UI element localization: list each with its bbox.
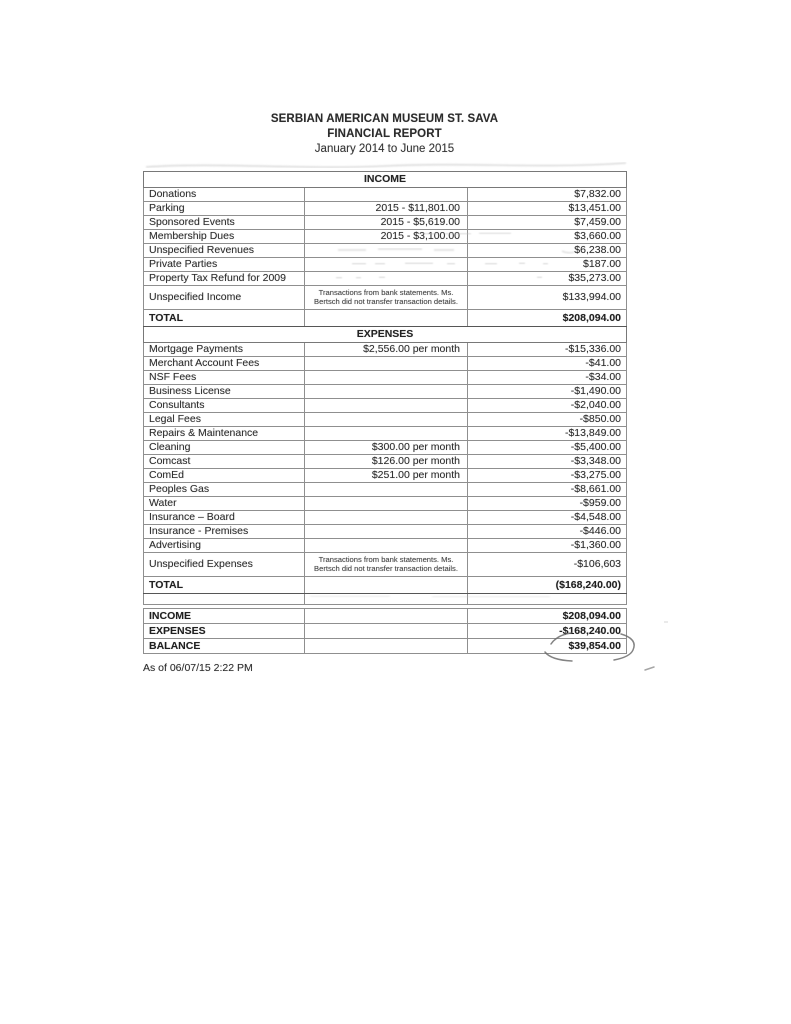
summary-amount: $208,094.00	[468, 609, 627, 624]
row-amount: $13,451.00	[468, 202, 627, 216]
row-label: Repairs & Maintenance	[144, 427, 305, 441]
spacer-cell	[144, 594, 305, 605]
row-amount: $7,832.00	[468, 188, 627, 202]
table-row	[144, 483, 627, 497]
table-row	[144, 441, 627, 455]
row-detail: 2015 - $11,801.00	[305, 202, 468, 216]
row-detail	[305, 539, 468, 553]
row-amount: -$3,275.00	[468, 469, 627, 483]
row-detail	[305, 399, 468, 413]
row-amount: $3,660.00	[468, 230, 627, 244]
row-detail: $126.00 per month	[305, 455, 468, 469]
table-row	[144, 427, 627, 441]
row-detail: 2015 - $5,619.00	[305, 216, 468, 230]
row-amount: -$959.00	[468, 497, 627, 511]
table-row	[144, 244, 627, 258]
section-header-row	[144, 327, 627, 343]
row-label: Private Parties	[144, 258, 305, 272]
row-label: Unspecified Expenses	[144, 553, 305, 577]
section-header: INCOME	[144, 172, 627, 188]
row-detail	[305, 483, 468, 497]
row-label: Peoples Gas	[144, 483, 305, 497]
row-note: Transactions from bank statements. Ms. Bertsch did not transfer transaction details.	[305, 286, 468, 310]
table-row	[144, 455, 627, 469]
spacer-cell	[305, 594, 468, 605]
row-detail	[305, 258, 468, 272]
row-amount: -$2,040.00	[468, 399, 627, 413]
section-header-row	[144, 172, 627, 188]
table-row	[144, 286, 627, 310]
ink-dash	[645, 667, 654, 670]
table-row	[144, 385, 627, 399]
table-row	[144, 413, 627, 427]
row-label: Unspecified Revenues	[144, 244, 305, 258]
row-detail	[305, 413, 468, 427]
row-label: Cleaning	[144, 441, 305, 455]
row-label: Water	[144, 497, 305, 511]
row-amount: -$13,849.00	[468, 427, 627, 441]
row-detail	[305, 497, 468, 511]
table-row	[144, 399, 627, 413]
row-amount: -$5,400.00	[468, 441, 627, 455]
table-row	[144, 511, 627, 525]
table-row	[144, 371, 627, 385]
spacer-row	[144, 594, 627, 605]
row-label: Unspecified Income	[144, 286, 305, 310]
table-row	[144, 553, 627, 577]
row-label: Insurance - Premises	[144, 525, 305, 539]
row-amount: -$1,490.00	[468, 385, 627, 399]
row-detail: $251.00 per month	[305, 469, 468, 483]
row-detail: 2015 - $3,100.00	[305, 230, 468, 244]
row-label: NSF Fees	[144, 371, 305, 385]
summary-row	[144, 639, 627, 654]
summary-label: INCOME	[144, 609, 305, 624]
row-label: Business License	[144, 385, 305, 399]
row-detail	[305, 371, 468, 385]
summary-label: EXPENSES	[144, 624, 305, 639]
summary-row	[144, 624, 627, 639]
row-detail	[305, 427, 468, 441]
total-row	[144, 577, 627, 594]
table-row	[144, 188, 627, 202]
row-amount: -$1,360.00	[468, 539, 627, 553]
total-label: TOTAL	[144, 577, 305, 594]
summary-detail-empty	[305, 624, 468, 639]
row-amount: $35,273.00	[468, 272, 627, 286]
row-amount: $133,994.00	[468, 286, 627, 310]
table-row	[144, 216, 627, 230]
section-header: EXPENSES	[144, 327, 627, 343]
row-amount: $187.00	[468, 258, 627, 272]
table-row	[144, 230, 627, 244]
document-title: SERBIAN AMERICAN MUSEUM ST. SAVA	[270, 113, 499, 125]
row-label: Mortgage Payments	[144, 343, 305, 357]
row-label: Membership Dues	[144, 230, 305, 244]
row-detail	[305, 357, 468, 371]
table-row	[144, 497, 627, 511]
table-row	[144, 357, 627, 371]
row-amount: -$446.00	[468, 525, 627, 539]
summary-detail-empty	[305, 609, 468, 624]
table-row	[144, 469, 627, 483]
row-label: Donations	[144, 188, 305, 202]
row-label: Insurance – Board	[144, 511, 305, 525]
timestamp: As of 06/07/15 2:22 PM	[143, 662, 253, 674]
total-amount: $208,094.00	[468, 310, 627, 327]
total-detail-empty	[305, 310, 468, 327]
total-detail-empty	[305, 577, 468, 594]
row-label: Comcast	[144, 455, 305, 469]
table-row	[144, 539, 627, 553]
row-amount: -$4,548.00	[468, 511, 627, 525]
row-amount: -$34.00	[468, 371, 627, 385]
report-content	[143, 112, 626, 674]
summary-row	[144, 609, 627, 624]
summary-label: BALANCE	[144, 639, 305, 654]
summary-amount: -$168,240.00	[468, 624, 627, 639]
row-detail: $2,556.00 per month	[305, 343, 468, 357]
table-row	[144, 343, 627, 357]
total-label: TOTAL	[144, 310, 305, 327]
table-row	[144, 272, 627, 286]
row-detail	[305, 385, 468, 399]
row-amount: -$8,661.00	[468, 483, 627, 497]
row-detail: $300.00 per month	[305, 441, 468, 455]
document-date-range: January 2014 to June 2015	[314, 143, 455, 155]
row-amount: -$3,348.00	[468, 455, 627, 469]
row-amount: -$41.00	[468, 357, 627, 371]
row-label: Legal Fees	[144, 413, 305, 427]
row-detail	[305, 244, 468, 258]
summary-amount: $39,854.00	[468, 639, 627, 654]
row-label: Sponsored Events	[144, 216, 305, 230]
total-row	[144, 310, 627, 327]
row-amount: -$850.00	[468, 413, 627, 427]
summary-detail-empty	[305, 639, 468, 654]
row-amount: $6,238.00	[468, 244, 627, 258]
row-amount: -$15,336.00	[468, 343, 627, 357]
row-note: Transactions from bank statements. Ms. Bertsch did not transfer transaction details.	[305, 553, 468, 577]
summary-table	[143, 608, 627, 654]
row-label: ComEd	[144, 469, 305, 483]
row-amount: $7,459.00	[468, 216, 627, 230]
row-detail	[305, 511, 468, 525]
table-row	[144, 525, 627, 539]
row-detail	[305, 272, 468, 286]
row-label: Property Tax Refund for 2009	[144, 272, 305, 286]
spacer-cell	[468, 594, 627, 605]
row-detail	[305, 188, 468, 202]
row-label: Parking	[144, 202, 305, 216]
total-amount: ($168,240.00)	[468, 577, 627, 594]
financial-table	[143, 171, 627, 605]
table-row	[144, 202, 627, 216]
report-header	[143, 112, 626, 157]
row-label: Consultants	[144, 399, 305, 413]
document-subtitle: FINANCIAL REPORT	[327, 128, 442, 140]
row-amount: -$106,603	[468, 553, 627, 577]
row-label: Advertising	[144, 539, 305, 553]
row-detail	[305, 525, 468, 539]
row-label: Merchant Account Fees	[144, 357, 305, 371]
table-row	[144, 258, 627, 272]
